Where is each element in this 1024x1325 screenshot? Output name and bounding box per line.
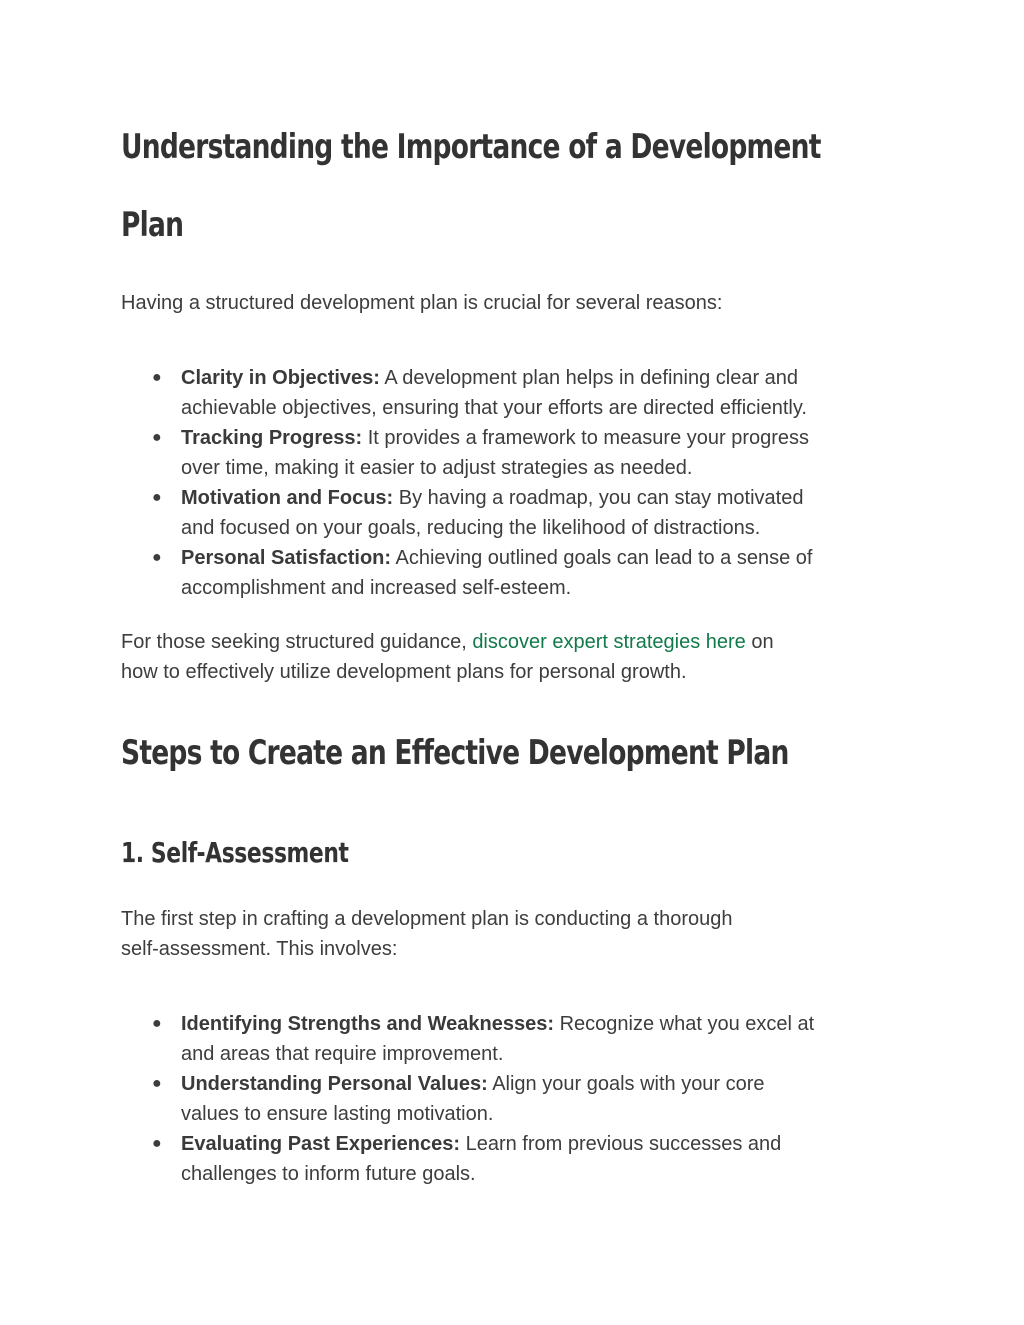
- section2-intro-line2: self-assessment. This involves:: [121, 938, 398, 960]
- list-item-text-cont: achievable objectives, ensuring that your efforts are directed efficiently.: [181, 397, 807, 419]
- list-item-term: Clarity in Objectives:: [181, 367, 380, 389]
- list-item: [121, 1069, 911, 1129]
- list-item-text: Recognize what you excel at: [554, 1013, 815, 1035]
- self-assessment-list: [121, 1009, 911, 1189]
- guidance-text-line2: how to effectively utilize development plans for personal growth.: [121, 661, 687, 683]
- list-item-text-cont: accomplishment and increased self-esteem.: [181, 577, 572, 599]
- bullet-icon: ●: [152, 489, 162, 506]
- list-item-term: Understanding Personal Values:: [181, 1073, 488, 1095]
- section1-reasons-list: [121, 363, 911, 603]
- bullet-icon: ●: [152, 369, 162, 386]
- list-item-term: Tracking Progress:: [181, 427, 363, 449]
- list-item: [121, 543, 911, 603]
- expert-strategies-link[interactable]: discover expert strategies here: [472, 631, 746, 653]
- list-item-text-cont: challenges to inform future goals.: [181, 1163, 476, 1185]
- list-item-term: Personal Satisfaction:: [181, 547, 392, 569]
- list-item: [121, 423, 911, 483]
- section1-heading-line2: Plan: [121, 205, 184, 245]
- section1-heading-line1: Understanding the Importance of a Development: [121, 127, 821, 167]
- list-item-term: Identifying Strengths and Weaknesses:: [181, 1013, 555, 1035]
- list-item-text-cont: and focused on your goals, reducing the likelihood of distractions.: [181, 517, 761, 539]
- bullet-icon: ●: [152, 1015, 162, 1032]
- list-item-text: It provides a framework to measure your progress: [362, 427, 810, 449]
- guidance-paragraph: [121, 627, 901, 687]
- list-item-text: Achieving outlined goals can lead to a sense of: [391, 547, 813, 569]
- list-item: [121, 1009, 911, 1069]
- list-item-text-cont: and areas that require improvement.: [181, 1043, 504, 1065]
- section2-intro: [121, 904, 901, 964]
- list-item: [121, 1129, 911, 1189]
- list-item-text: By having a roadmap, you can stay motivated: [393, 487, 804, 509]
- list-item-term: Evaluating Past Experiences:: [181, 1133, 461, 1155]
- guidance-text: For those seeking structured guidance,: [121, 631, 473, 653]
- section1-intro: Having a structured development plan is crucial for several reasons:: [121, 292, 723, 314]
- list-item-text-cont: over time, making it easier to adjust strategies as needed.: [181, 457, 693, 479]
- list-item: [121, 363, 911, 423]
- bullet-icon: ●: [152, 549, 162, 566]
- bullet-icon: ●: [152, 429, 162, 446]
- bullet-icon: ●: [152, 1075, 162, 1092]
- list-item-term: Motivation and Focus:: [181, 487, 394, 509]
- list-item-text: A development plan helps in defining clear and: [379, 367, 799, 389]
- list-item-text-cont: values to ensure lasting motivation.: [181, 1103, 494, 1125]
- list-item: [121, 483, 911, 543]
- bullet-icon: ●: [152, 1135, 162, 1152]
- section2-heading: Steps to Create an Effective Development Plan: [121, 733, 789, 773]
- section2-intro-line1: The first step in crafting a development plan is conducting a thorough: [121, 908, 733, 930]
- self-assessment-subheading: 1. Self-Assessment: [121, 836, 349, 869]
- list-item-text: Learn from previous successes and: [460, 1133, 782, 1155]
- guidance-text-after: on: [745, 631, 774, 653]
- list-item-text: Align your goals with your core: [487, 1073, 765, 1095]
